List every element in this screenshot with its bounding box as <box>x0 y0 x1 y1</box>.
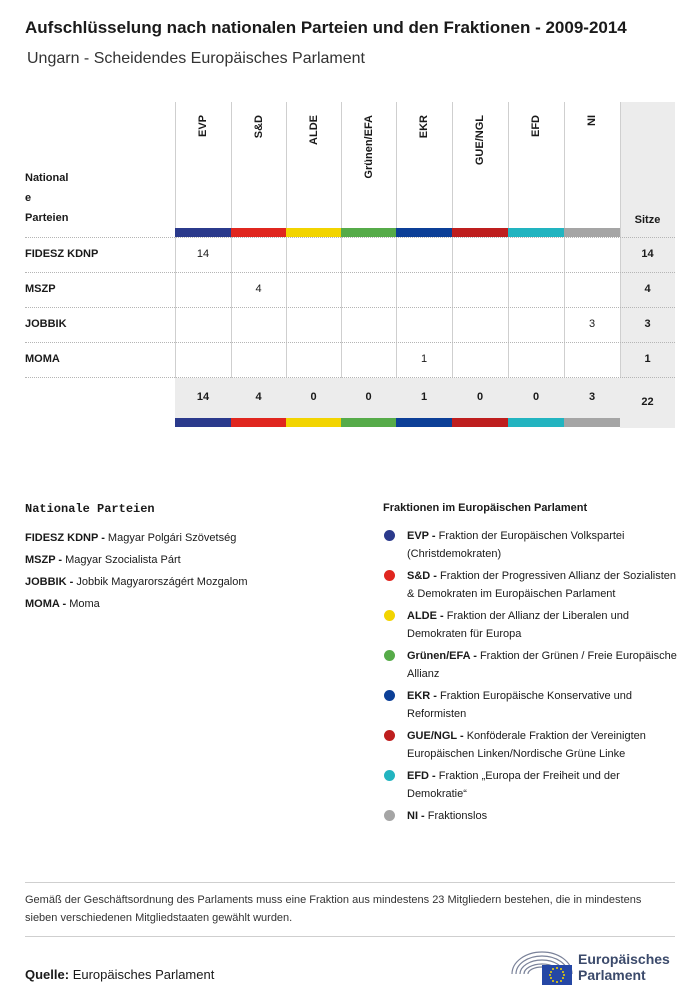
group-seat-total: 0 <box>365 391 372 403</box>
legend-full-name: Moma <box>69 598 100 610</box>
group-legend-item <box>383 527 678 563</box>
legend-color-dot-icon <box>384 530 395 541</box>
group-color-bar <box>508 228 564 237</box>
national-legend <box>25 527 345 615</box>
row-separator <box>25 342 675 343</box>
legend-color-dot-icon <box>384 650 395 661</box>
group-seat-total: 0 <box>476 391 484 403</box>
party-name: JOBBIK <box>25 318 67 330</box>
legend-abbr: S&D - <box>407 570 437 582</box>
legend-color-dot-icon <box>384 770 395 781</box>
group-header-4 <box>341 115 396 225</box>
legend-full-name: Fraktion Europäische Konservative und Reformisten <box>407 690 633 720</box>
legend-abbr: MSZP - <box>25 554 63 566</box>
group-legend-item <box>383 607 678 643</box>
group-header-8 <box>564 115 620 225</box>
group-color-bar <box>452 418 508 427</box>
group-header-3 <box>286 115 341 225</box>
group-color-bar <box>231 228 286 237</box>
group-seat-total: 4 <box>255 391 262 403</box>
group-header-label: GUE/NGL <box>474 115 486 166</box>
group-header-5 <box>396 115 452 225</box>
groups-legend <box>383 527 678 829</box>
group-color-bar <box>452 228 508 237</box>
rules-note: Gemäß der Geschäftsordnung des Parlaments muss eine Fraktion aus mindestens 23 Mitgliedern bestehen, die in mindestens sieben verschiedenen Mitgliedstaaten gewählt wurden. <box>25 894 642 924</box>
divider <box>25 936 675 937</box>
group-legend-item <box>383 807 678 825</box>
seat-count-cell: 4 <box>255 283 262 295</box>
seats-header: Sitze <box>634 214 661 226</box>
parliament-hemicycle-icon <box>508 944 578 986</box>
legend-full-name: Fraktion „Europa der Freiheit und der Demokratie“ <box>407 770 620 800</box>
party-seat-total: 3 <box>644 318 651 330</box>
party-name: MSZP <box>25 283 56 295</box>
group-color-bar <box>286 418 341 427</box>
party-seat-total: 1 <box>644 353 651 365</box>
group-header-1 <box>175 115 231 225</box>
party-seat-total: 4 <box>644 283 651 295</box>
row-separator <box>25 237 675 238</box>
group-color-bar <box>231 418 286 427</box>
row-separator <box>25 272 675 273</box>
group-header-2 <box>231 115 286 225</box>
seat-table <box>0 0 700 440</box>
legend-full-name: Fraktionslos <box>427 810 488 822</box>
group-color-bar <box>341 228 396 237</box>
group-color-bar <box>564 418 620 427</box>
page-subtitle: Ungarn - Scheidendes Europäisches Parlament <box>27 50 365 67</box>
group-legend-item <box>383 687 678 723</box>
legend-abbr: MOMA - <box>25 598 67 610</box>
legend-abbr: JOBBIK - <box>25 576 74 588</box>
group-header-7 <box>508 115 564 225</box>
party-name: MOMA <box>25 353 60 365</box>
legend-color-dot-icon <box>384 730 395 741</box>
group-legend-item <box>383 727 678 763</box>
legend-abbr: Grünen/EFA - <box>407 650 477 662</box>
group-color-bar <box>175 228 231 237</box>
group-header-label: Grünen/EFA <box>362 115 375 179</box>
legend-full-name: Fraktion der Europäischen Volkspartei (Christdemokraten) <box>407 530 625 560</box>
group-header-6 <box>452 115 508 225</box>
legend-color-dot-icon <box>384 810 395 821</box>
national-parties-header-line: National <box>25 172 69 184</box>
group-color-bar <box>341 418 396 427</box>
national-legend-item <box>25 549 345 571</box>
group-header-label: EKR <box>418 115 430 139</box>
legend-abbr: FIDESZ KDNP - <box>25 532 105 544</box>
group-color-bar <box>396 228 452 237</box>
group-color-bar <box>175 418 231 427</box>
divider <box>25 882 675 883</box>
legend-abbr: EFD - <box>407 770 436 782</box>
source-line <box>25 967 214 982</box>
legend-full-name: Fraktion der Grünen / Freie Europäische Allianz <box>407 650 677 680</box>
group-header-label: EVP <box>197 115 209 138</box>
national-legend-item <box>25 571 345 593</box>
logo-line: Europäisches <box>578 951 670 967</box>
seat-count-cell: 14 <box>196 248 210 260</box>
legend-abbr: EVP - <box>407 530 436 542</box>
legend-color-dot-icon <box>384 610 395 621</box>
legend-full-name: Konföderale Fraktion der Vereinigten Europäischen Linken/Nordische Grüne Linke <box>407 730 646 760</box>
national-parties-header <box>25 168 85 228</box>
national-legend-item <box>25 593 345 615</box>
group-header-label: S&D <box>252 115 265 139</box>
national-parties-header-line: Parteien <box>25 212 69 224</box>
legend-full-name: Fraktion der Allianz der Liberalen und Demokraten für Europa <box>407 610 629 640</box>
group-seat-total: 14 <box>196 391 210 403</box>
group-header-label: EFD <box>530 115 542 137</box>
legend-full-name: Magyar Polgári Szövetség <box>107 532 237 544</box>
legend-abbr: NI - <box>407 810 425 822</box>
party-seat-total: 14 <box>641 248 654 260</box>
groups-legend-title: Fraktionen im Europäischen Parlament <box>383 502 588 514</box>
group-legend-item <box>383 767 678 803</box>
group-color-bar <box>508 418 564 427</box>
legend-full-name: Jobbik Magyarországért Mozgalom <box>76 576 248 588</box>
column-divider <box>620 102 621 237</box>
logo-line: Parlament <box>578 967 646 983</box>
party-name: FIDESZ KDNP <box>25 248 99 260</box>
ep-logo-text <box>578 951 670 983</box>
source-label: Quelle: <box>25 967 70 982</box>
seat-count-cell: 3 <box>588 318 596 330</box>
group-color-bar <box>396 418 452 427</box>
group-legend-item <box>383 567 678 603</box>
page-title: Aufschlüsselung nach nationalen Parteien und den Fraktionen - 2009-2014 <box>25 18 627 37</box>
seat-count-cell: 1 <box>420 353 428 365</box>
seats-column-background <box>620 102 675 428</box>
row-separator <box>25 377 675 378</box>
national-legend-title: Nationale Parteien <box>25 502 155 516</box>
group-seat-total: 0 <box>310 391 317 403</box>
group-color-bar <box>564 228 620 237</box>
source-value: Europäisches Parlament <box>72 967 215 982</box>
legend-abbr: GUE/NGL - <box>407 730 464 742</box>
legend-color-dot-icon <box>384 570 395 581</box>
legend-abbr: ALDE - <box>407 610 444 622</box>
group-legend-item <box>383 647 678 683</box>
national-legend-item <box>25 527 345 549</box>
group-color-bar <box>286 228 341 237</box>
group-seat-total: 3 <box>588 391 596 403</box>
group-seat-total: 1 <box>420 391 428 403</box>
row-separator <box>25 307 675 308</box>
legend-color-dot-icon <box>384 690 395 701</box>
grand-total: 22 <box>641 396 654 408</box>
national-parties-header-line: e <box>25 192 32 204</box>
group-header-label: NI <box>586 115 598 126</box>
group-seat-total: 0 <box>532 391 540 403</box>
group-header-label: ALDE <box>307 115 320 145</box>
legend-full-name: Fraktion der Progressiven Allianz der Sozialisten & Demokraten im Europäischen Parlament <box>407 570 677 600</box>
legend-abbr: EKR - <box>407 690 437 702</box>
legend-full-name: Magyar Szocialista Párt <box>65 554 181 566</box>
